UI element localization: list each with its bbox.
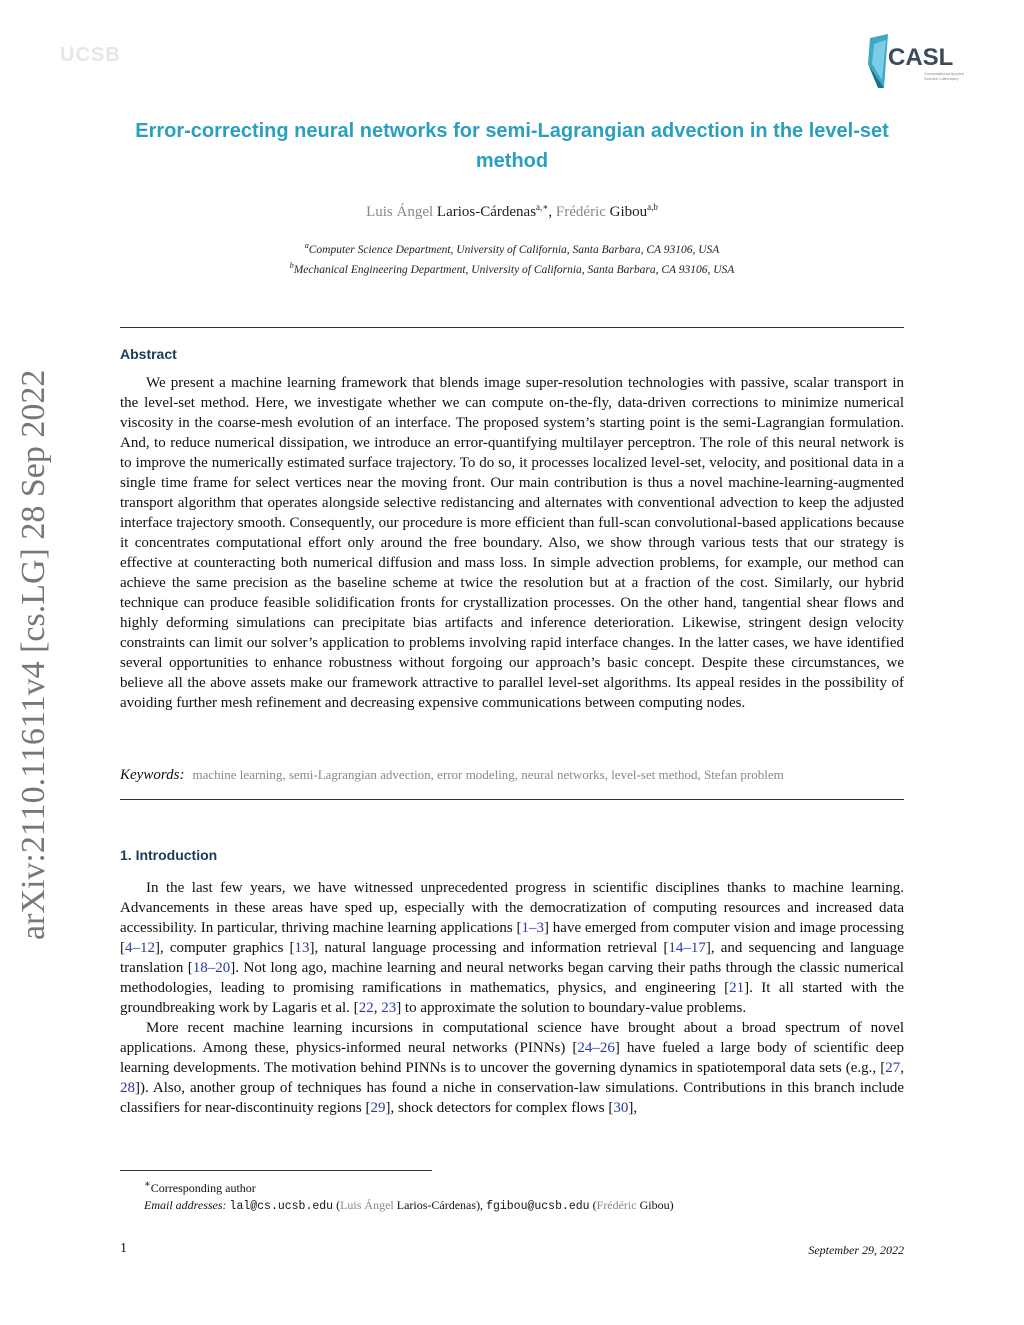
author-affil-mark: a,∗ — [536, 202, 549, 212]
footnote-corresponding: ∗Corresponding author — [144, 1179, 256, 1195]
affiliations — [120, 238, 904, 278]
divider-top — [120, 327, 904, 328]
introduction-body — [120, 878, 904, 1118]
keywords — [120, 767, 904, 784]
author-list: Luis Ángel Larios-Cárdenas$^{a,∗}$, Frédéric Gibou$^{a,b}$ — [366, 202, 658, 220]
intro-paragraph-2: More recent machine learning incursions in computational science have brought about a broad spectrum of novel applications. Among these, physics-informed neural networks (PINNs) [24–26] have fueled a large body of scientific deep learning developments. The motivation behind PINNs is to uncover the governing dynamics in spatiotemporal data sets (e.g., [27, 28]). Also, another group of techniques has found a niche in conservation-law simulations. Contributions in this branch include classifiers for near-discontinuity regions [29], shock detectors for complex flows [30], — [120, 1020, 904, 1116]
footnote-rule — [120, 1170, 432, 1171]
citation-link[interactable]: 4–12 — [125, 940, 155, 956]
abstract-heading: Abstract — [120, 346, 177, 362]
email-link[interactable]: fgibou@ucsb.edu — [486, 1200, 590, 1213]
keywords-label: Keywords: — [120, 767, 185, 783]
abstract-paragraph: We present a machine learning framework that blends image super-resolution technologies with passive, scalar transport in the level-set method. Here, we investigate whether we can compute on-the-fly, data-driven corrections to minimize numerical viscosity in the coarse-mesh evolution of an interface. The proposed system’s starting point is the semi-Lagrangian formulation. And, to reduce numerical dissipation, we introduce an error-quantifying multilayer perceptron. The role of this neural network is to improve the numerically estimated surface trajectory. To do so, it processes localized level-set, velocity, and positional data in a single time frame for select vertices near the moving front. Our main contribution is thus a novel machine-learning-augmented transport algorithm that operates alongside selective redistancing and alternates with conventional advection to keep the adjusted interface trajectory smooth. Consequently, our procedure is more efficient than full-scan convolutional-based applications because it concentrates computational effort only around the free boundary. Also, we show through various tests that our strategy is effective at counteracting both numerical diffusion and mass loss. In simple advection problems, for example, our method can achieve the same precision as the baseline scheme at twice the resolution but at a fraction of the cost. Similarly, our hybrid technique can produce feasible solidification fronts for crystallization processes. On the other hand, tangential shear flows and highly deforming simulations can precipitate bias artifacts and inference deterioration. Likewise, stringent design velocity constraints can limit our solver’s application to problems involving rapid interface changes. In the latter cases, we have identified several opportunities to enhance robustness without forgoing our approach’s basic concept. Despite these circumstances, we believe all the above assets make our framework attractive to parallel level-set algorithms. Its appeal resides in the possibility of avoiding further mesh refinement and decreasing expensive communications between computing nodes. — [120, 375, 904, 711]
email-link[interactable]: lal@cs.ucsb.edu — [229, 1200, 334, 1213]
page-number: 1 — [120, 1241, 127, 1256]
citation-link[interactable]: 28 — [120, 1080, 135, 1096]
author-last-name: Gibou — [609, 204, 648, 220]
page-date: September 29, 2022 — [808, 1243, 904, 1257]
citation-link[interactable]: 22 — [358, 1000, 374, 1016]
author-first-name: Luis Ángel — [366, 204, 434, 220]
section-heading-introduction: 1. Introduction — [120, 847, 218, 863]
citation-link[interactable]: 18–20 — [192, 960, 231, 976]
citation-link[interactable]: 30 — [613, 1100, 629, 1116]
intro-paragraph-1: In the last few years, we have witnessed unprecedented progress in scientific disciplines thanks to machine learning. Advancements in these areas have sped up, especially with the democratization of computing resources and increased data accessibility. In particular, thriving machine learning applications [1–3] have emerged from computer vision and image processing [4–12], computer graphics [13], natural language processing and information retrieval [14–17], and sequencing and language translation [18–20]. Not long ago, machine learning and neural networks began carving their paths through the classic numerical methodologies, leading to promising ramifications in mathematics, physics, and engineering [21]. It all started with the groundbreaking work by Lagaris et al. [22, 23] to approximate the solution to boundary-value problems. — [120, 880, 905, 1016]
affiliation-a: $^a$Computer Science Department, University of California, Santa Barbara, CA 93106, USA — [304, 241, 720, 256]
citation-link[interactable]: 13 — [294, 940, 310, 956]
casl-logo-text: CASL — [888, 44, 954, 71]
citation-link[interactable]: 24–26 — [577, 1040, 615, 1056]
citation-link[interactable]: 21 — [729, 980, 745, 996]
citation-link[interactable]: 1–3 — [521, 920, 545, 936]
abstract-body — [120, 373, 904, 713]
divider-bottom — [120, 799, 904, 800]
citation-link[interactable]: 27 — [885, 1060, 901, 1076]
keywords-list: machine learning, semi-Lagrangian advection, error modeling, neural networks, level-set method, Stefan problem — [192, 767, 784, 782]
citation-link[interactable]: 29 — [370, 1100, 386, 1116]
footnote-emails: Email addresses: lal@cs.ucsb.edu (Luis Ángel Larios-Cárdenas), fgibou@ucsb.edu (Frédéric Gibou) — [144, 1198, 674, 1213]
affiliation-b: $^b$Mechanical Engineering Department, University of California, Santa Barbara, CA 93106, USA — [289, 260, 735, 276]
footnote — [120, 1176, 904, 1215]
author-affil-mark: a,b — [647, 202, 658, 212]
author-first-name: Frédéric — [555, 204, 606, 220]
paper-title: Error-correcting neural networks for semi-Lagrangian advection in the level-set method — [135, 120, 889, 172]
citation-link[interactable]: 14–17 — [668, 940, 706, 956]
author-last-name: Larios-Cárdenas — [436, 204, 537, 220]
arxiv-stamp: arXiv:2110.11611v4 [cs.LG] 28 Sep 2022 — [15, 369, 52, 940]
citation-link[interactable]: 23 — [381, 1000, 397, 1016]
casl-subtitle: Computational Applied Science Laboratory — [924, 71, 965, 81]
ucsb-logo: UCSB — [60, 44, 121, 66]
